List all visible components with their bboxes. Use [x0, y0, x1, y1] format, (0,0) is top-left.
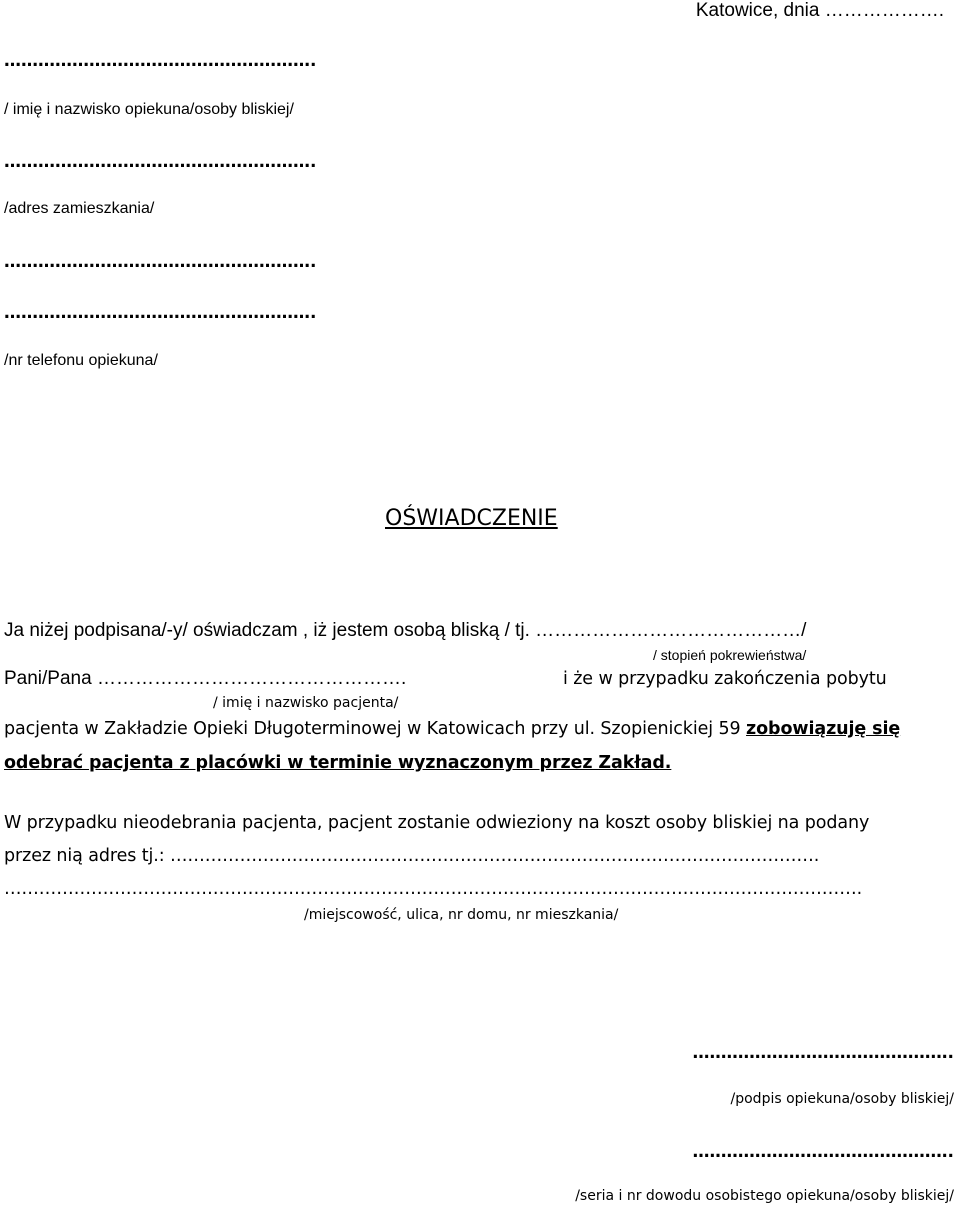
id-line: ……………………………………….: [692, 1142, 954, 1162]
body-line-1: Ja niżej podpisana/-y/ oświadczam , iż jestem osobą bliską / tj. ……………………………………/: [4, 620, 807, 641]
document-title: OŚWIADCZENIE: [385, 506, 558, 531]
body-line-3: [4, 719, 900, 739]
signature-caption: /podpis opiekuna/osoby bliskiej/: [730, 1091, 954, 1107]
para2-line-2: przez nią adres tj.: ………………………………………………………………………………………………….: [4, 846, 820, 866]
place-date: Katowice, dnia ……………….: [695, 0, 944, 21]
body-line-2-start: Pani/Pana ………………………………………….: [4, 668, 407, 689]
phone-caption: /nr telefonu opiekuna/: [4, 352, 158, 369]
para2-line-1: W przypadku nieodebrania pacjenta, pacjent zostanie odwieziony na koszt osoby bliskiej na podany: [4, 813, 870, 833]
signature-line: ……………………………………….: [692, 1043, 954, 1063]
phone-line-2: ……………………………………………….: [4, 303, 317, 323]
para2-line-3: ………………………………………………………………………………………………………………………………….: [4, 879, 863, 899]
obligation-emphasis-continued: odebrać pacjenta z placówki w terminie wyznaczonym przez Zakład.: [4, 753, 672, 773]
body-line-2-end: i że w przypadku zakończenia pobytu: [563, 669, 887, 689]
patient-caption: / imię i nazwisko pacjenta/: [213, 695, 399, 711]
id-caption: /seria i nr dowodu osobistego opiekuna/osoby bliskiej/: [575, 1188, 954, 1204]
address-caption-body: /miejscowość, ulica, nr domu, nr mieszkania/: [304, 907, 619, 923]
guardian-name-line: ……………………………………………….: [4, 51, 317, 71]
body-line-3-text: pacjenta w Zakładzie Opieki Długoterminowej w Katowicach przy ul. Szopienickiej 59: [4, 719, 741, 739]
guardian-name-caption: / imię i nazwisko opiekuna/osoby bliskiej/: [4, 101, 294, 118]
phone-line-1: ……………………………………………….: [4, 252, 317, 272]
obligation-emphasis: zobowiązuję się: [746, 719, 901, 739]
address-line: ……………………………………………….: [4, 152, 317, 172]
relation-caption: / stopień pokrewieństwa/: [653, 647, 807, 663]
address-caption: /adres zamieszkania/: [4, 200, 155, 217]
